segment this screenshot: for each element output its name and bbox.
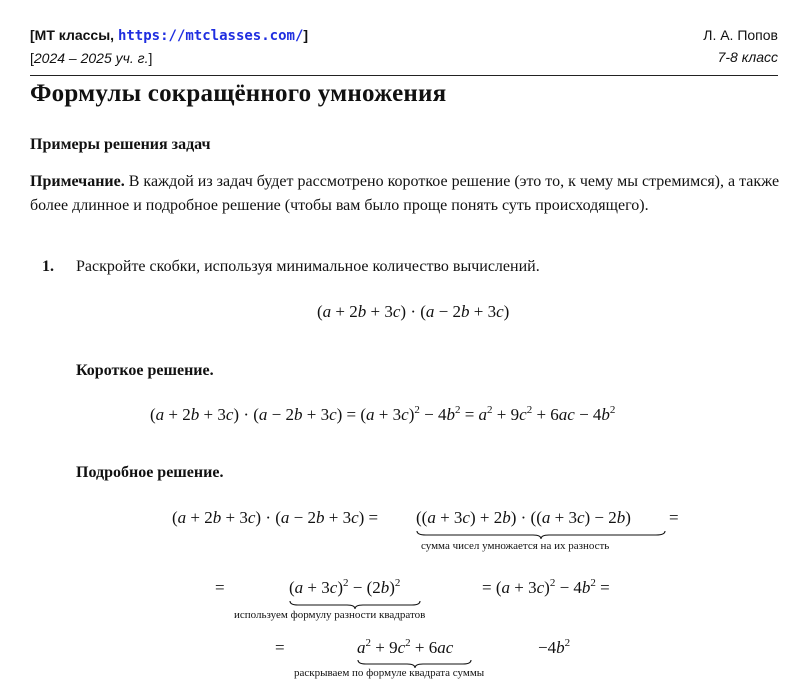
header-year-line <box>30 47 308 69</box>
long-step-2-underbraced: $(a + 3c)^2 - (2b)^2$ <box>289 577 401 597</box>
note-text: В каждой из задач будет рассмотрено короткое решение (это то, к чему мы стремимся), а также более длинное и подробное решение (чтобы вам было проще понять суть происходящего). <box>30 173 780 214</box>
section-subtitle: Примеры решения задач <box>30 136 211 153</box>
long-step-1-underbraced: ((a + 3c) + 2b) · ((a + 3c) − 2b) <box>416 508 631 527</box>
header-right <box>703 24 778 68</box>
header-course-line <box>30 24 308 47</box>
header-grade: 7-8 класс <box>717 49 778 65</box>
problem-expression: (a + 2b + 3c) · (a − 2b + 3c) <box>317 302 510 321</box>
long-step-2-rhs: = $(a + 3c)^2 - 4b^2$ = <box>482 577 610 597</box>
short-solution-heading: Короткое решение. <box>76 362 214 379</box>
problem-number: 1. <box>42 258 54 275</box>
header-year-close: ] <box>148 50 153 66</box>
header-author: Л. А. Попов <box>703 27 778 43</box>
long-step-3-rhs: $-4b^2$ <box>538 637 571 657</box>
long-step-3-underbraced: $a^2 + 9c^2 + 6ac$ <box>357 637 454 657</box>
long-step-1-eq: = <box>669 508 679 527</box>
note-label: Примечание. <box>30 173 125 190</box>
header-course-suffix: ] <box>303 27 309 43</box>
underbrace-1 <box>416 530 666 540</box>
header-year-open: [ <box>30 50 34 66</box>
problem-statement: Раскройте скобки, используя минимальное количество вычислений. <box>76 258 540 275</box>
header-year: 2024 – 2025 уч. г. <box>33 50 149 66</box>
long-step-3-eq: = <box>275 638 285 657</box>
header-left <box>30 24 308 69</box>
page-title: Формулы сокращённого умножения <box>30 80 447 107</box>
short-solution-formula: $(a + 2b + 3c) \cdot (a - 2b + 3c) = (a + 3c)^2 - 4b^2 = a^2 + 9c^2 + 6ac - 4b^2$ <box>150 404 616 424</box>
course-url-link[interactable]: https://mtclasses.com/ <box>117 28 304 44</box>
header-divider <box>30 75 778 76</box>
header-course-prefix: [МТ классы, <box>30 27 118 43</box>
underbrace-3-caption: раскрываем по формуле квадрата суммы <box>294 667 485 679</box>
underbrace-2-caption: используем формулу разности квадратов <box>234 609 426 621</box>
long-step-1-lhs: (a + 2b + 3c) · (a − 2b + 3c) = <box>172 508 379 527</box>
underbrace-1-caption: сумма чисел умножается на их разность <box>421 540 610 552</box>
long-solution-heading: Подробное решение. <box>76 464 224 481</box>
long-step-2-eq: = <box>215 578 225 597</box>
note-paragraph <box>30 170 780 218</box>
